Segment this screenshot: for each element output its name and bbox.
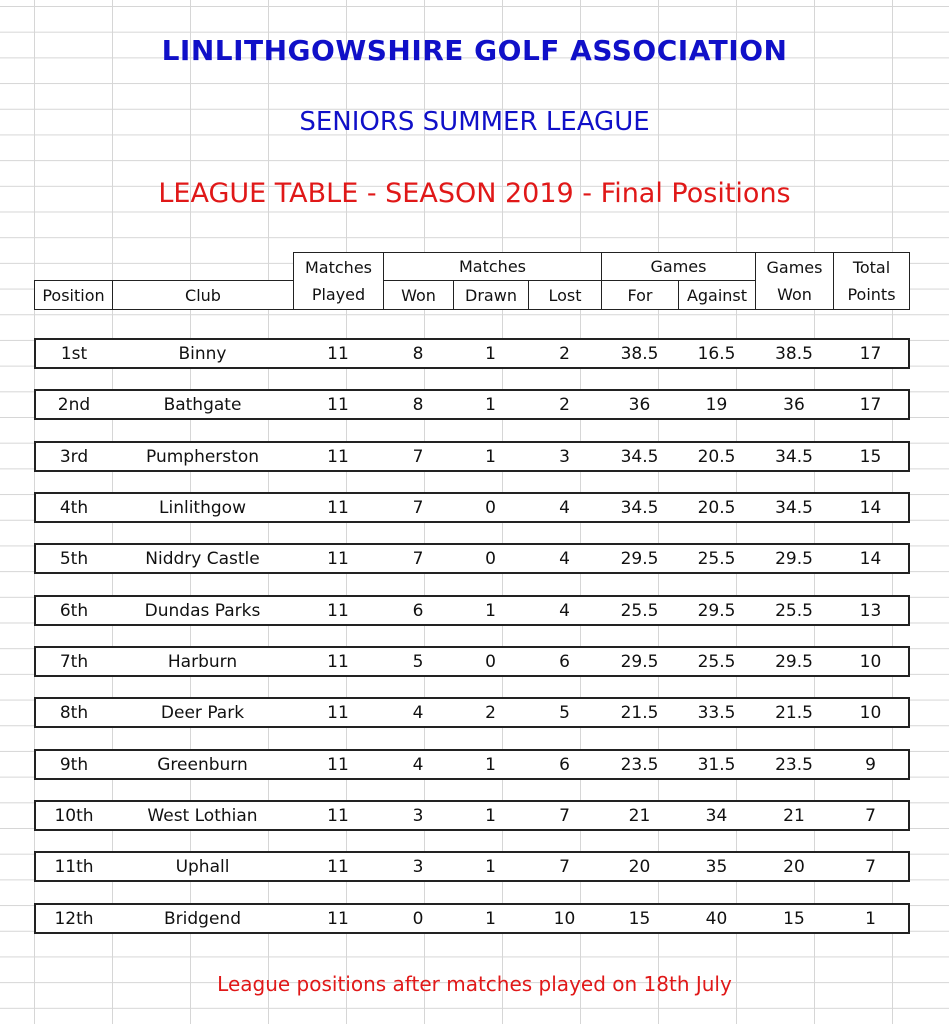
cell-position: 12th <box>34 903 113 934</box>
cell-position: 6th <box>34 595 113 626</box>
cell-games-against: 33.5 <box>678 697 756 728</box>
cell-games-won: 15 <box>755 903 834 934</box>
cell-games-for: 21.5 <box>601 697 679 728</box>
cell-club: Niddry Castle <box>112 543 294 574</box>
cell-won: 7 <box>383 441 454 472</box>
cell-games-for: 21 <box>601 800 679 831</box>
cell-position: 3rd <box>34 441 113 472</box>
cell-club: Linlithgow <box>112 492 294 523</box>
cell-won: 5 <box>383 646 454 677</box>
cell-club: Dundas Parks <box>112 595 294 626</box>
cell-total-points: 10 <box>833 697 910 728</box>
cell-position: 11th <box>34 851 113 882</box>
cell-drawn: 0 <box>453 492 529 523</box>
cell-played: 11 <box>293 338 384 369</box>
cell-lost: 3 <box>528 441 602 472</box>
header-club: Club <box>112 280 294 310</box>
cell-drawn: 1 <box>453 595 529 626</box>
cell-total-points: 17 <box>833 389 910 420</box>
cell-lost: 6 <box>528 749 602 780</box>
header-position: Position <box>34 280 113 310</box>
cell-total-points: 7 <box>833 800 910 831</box>
cell-club: West Lothian <box>112 800 294 831</box>
cell-total-points: 1 <box>833 903 910 934</box>
cell-won: 4 <box>383 749 454 780</box>
cell-total-points: 14 <box>833 543 910 574</box>
cell-total-points: 17 <box>833 338 910 369</box>
cell-position: 8th <box>34 697 113 728</box>
cell-played: 11 <box>293 389 384 420</box>
cell-games-for: 20 <box>601 851 679 882</box>
cell-played: 11 <box>293 749 384 780</box>
cell-played: 11 <box>293 903 384 934</box>
cell-games-against: 29.5 <box>678 595 756 626</box>
cell-games-against: 20.5 <box>678 492 756 523</box>
header-for: For <box>601 280 679 310</box>
cell-lost: 2 <box>528 389 602 420</box>
cell-lost: 7 <box>528 851 602 882</box>
cell-lost: 4 <box>528 595 602 626</box>
cell-won: 7 <box>383 543 454 574</box>
cell-games-for: 38.5 <box>601 338 679 369</box>
cell-games-won: 36 <box>755 389 834 420</box>
cell-club: Bathgate <box>112 389 294 420</box>
cell-games-won: 23.5 <box>755 749 834 780</box>
header-games-won-bottom: Won <box>755 280 834 310</box>
cell-games-against: 16.5 <box>678 338 756 369</box>
cell-lost: 10 <box>528 903 602 934</box>
cell-games-won: 38.5 <box>755 338 834 369</box>
cell-games-against: 25.5 <box>678 543 756 574</box>
cell-games-won: 20 <box>755 851 834 882</box>
cell-games-won: 29.5 <box>755 646 834 677</box>
cell-drawn: 1 <box>453 749 529 780</box>
header-matches-played-top: Matches <box>293 252 384 281</box>
cell-played: 11 <box>293 851 384 882</box>
cell-lost: 6 <box>528 646 602 677</box>
cell-position: 5th <box>34 543 113 574</box>
header-total-points-bottom: Points <box>833 280 910 310</box>
cell-games-for: 34.5 <box>601 492 679 523</box>
cell-won: 8 <box>383 338 454 369</box>
cell-games-won: 25.5 <box>755 595 834 626</box>
cell-games-for: 23.5 <box>601 749 679 780</box>
cell-drawn: 1 <box>453 903 529 934</box>
cell-position: 2nd <box>34 389 113 420</box>
cell-won: 4 <box>383 697 454 728</box>
header-matches-group: Matches <box>383 252 602 281</box>
cell-lost: 5 <box>528 697 602 728</box>
cell-lost: 4 <box>528 543 602 574</box>
cell-club: Harburn <box>112 646 294 677</box>
cell-games-for: 36 <box>601 389 679 420</box>
cell-won: 6 <box>383 595 454 626</box>
cell-drawn: 1 <box>453 338 529 369</box>
cell-drawn: 1 <box>453 851 529 882</box>
cell-played: 11 <box>293 697 384 728</box>
cell-club: Bridgend <box>112 903 294 934</box>
cell-won: 8 <box>383 389 454 420</box>
cell-drawn: 0 <box>453 646 529 677</box>
cell-games-won: 21.5 <box>755 697 834 728</box>
cell-games-for: 29.5 <box>601 646 679 677</box>
cell-games-against: 31.5 <box>678 749 756 780</box>
footer-note: League positions after matches played on 18th July <box>217 972 732 996</box>
cell-drawn: 1 <box>453 441 529 472</box>
cell-games-against: 19 <box>678 389 756 420</box>
cell-won: 0 <box>383 903 454 934</box>
cell-club: Uphall <box>112 851 294 882</box>
cell-total-points: 10 <box>833 646 910 677</box>
cell-games-against: 34 <box>678 800 756 831</box>
cell-games-won: 21 <box>755 800 834 831</box>
cell-position: 7th <box>34 646 113 677</box>
cell-club: Deer Park <box>112 697 294 728</box>
cell-club: Binny <box>112 338 294 369</box>
header-lost: Lost <box>528 280 602 310</box>
cell-total-points: 14 <box>833 492 910 523</box>
cell-lost: 4 <box>528 492 602 523</box>
header-total-points-top: Total <box>833 252 910 281</box>
cell-games-for: 15 <box>601 903 679 934</box>
cell-club: Greenburn <box>112 749 294 780</box>
cell-lost: 7 <box>528 800 602 831</box>
cell-drawn: 2 <box>453 697 529 728</box>
cell-total-points: 7 <box>833 851 910 882</box>
cell-played: 11 <box>293 595 384 626</box>
header-games-group: Games <box>601 252 756 281</box>
header-drawn: Drawn <box>453 280 529 310</box>
cell-games-against: 35 <box>678 851 756 882</box>
cell-drawn: 0 <box>453 543 529 574</box>
cell-played: 11 <box>293 492 384 523</box>
cell-drawn: 1 <box>453 389 529 420</box>
header-won: Won <box>383 280 454 310</box>
cell-won: 3 <box>383 851 454 882</box>
cell-games-for: 29.5 <box>601 543 679 574</box>
cell-games-won: 29.5 <box>755 543 834 574</box>
cell-games-won: 34.5 <box>755 441 834 472</box>
league-subtitle: SENIORS SUMMER LEAGUE <box>299 107 650 137</box>
cell-position: 9th <box>34 749 113 780</box>
cell-games-against: 40 <box>678 903 756 934</box>
cell-played: 11 <box>293 646 384 677</box>
cell-played: 11 <box>293 800 384 831</box>
cell-lost: 2 <box>528 338 602 369</box>
cell-won: 3 <box>383 800 454 831</box>
cell-position: 10th <box>34 800 113 831</box>
cell-played: 11 <box>293 441 384 472</box>
cell-games-for: 25.5 <box>601 595 679 626</box>
cell-drawn: 1 <box>453 800 529 831</box>
cell-games-for: 34.5 <box>601 441 679 472</box>
header-against: Against <box>678 280 756 310</box>
association-title: LINLITHGOWSHIRE GOLF ASSOCIATION <box>161 34 788 67</box>
cell-position: 1st <box>34 338 113 369</box>
cell-won: 7 <box>383 492 454 523</box>
cell-total-points: 15 <box>833 441 910 472</box>
cell-played: 11 <box>293 543 384 574</box>
cell-total-points: 13 <box>833 595 910 626</box>
cell-games-against: 25.5 <box>678 646 756 677</box>
header-games-won-top: Games <box>755 252 834 281</box>
cell-games-against: 20.5 <box>678 441 756 472</box>
table-title: LEAGUE TABLE - SEASON 2019 - Final Positions <box>158 178 791 209</box>
cell-total-points: 9 <box>833 749 910 780</box>
cell-position: 4th <box>34 492 113 523</box>
header-matches-played-bottom: Played <box>293 280 384 310</box>
cell-games-won: 34.5 <box>755 492 834 523</box>
cell-club: Pumpherston <box>112 441 294 472</box>
